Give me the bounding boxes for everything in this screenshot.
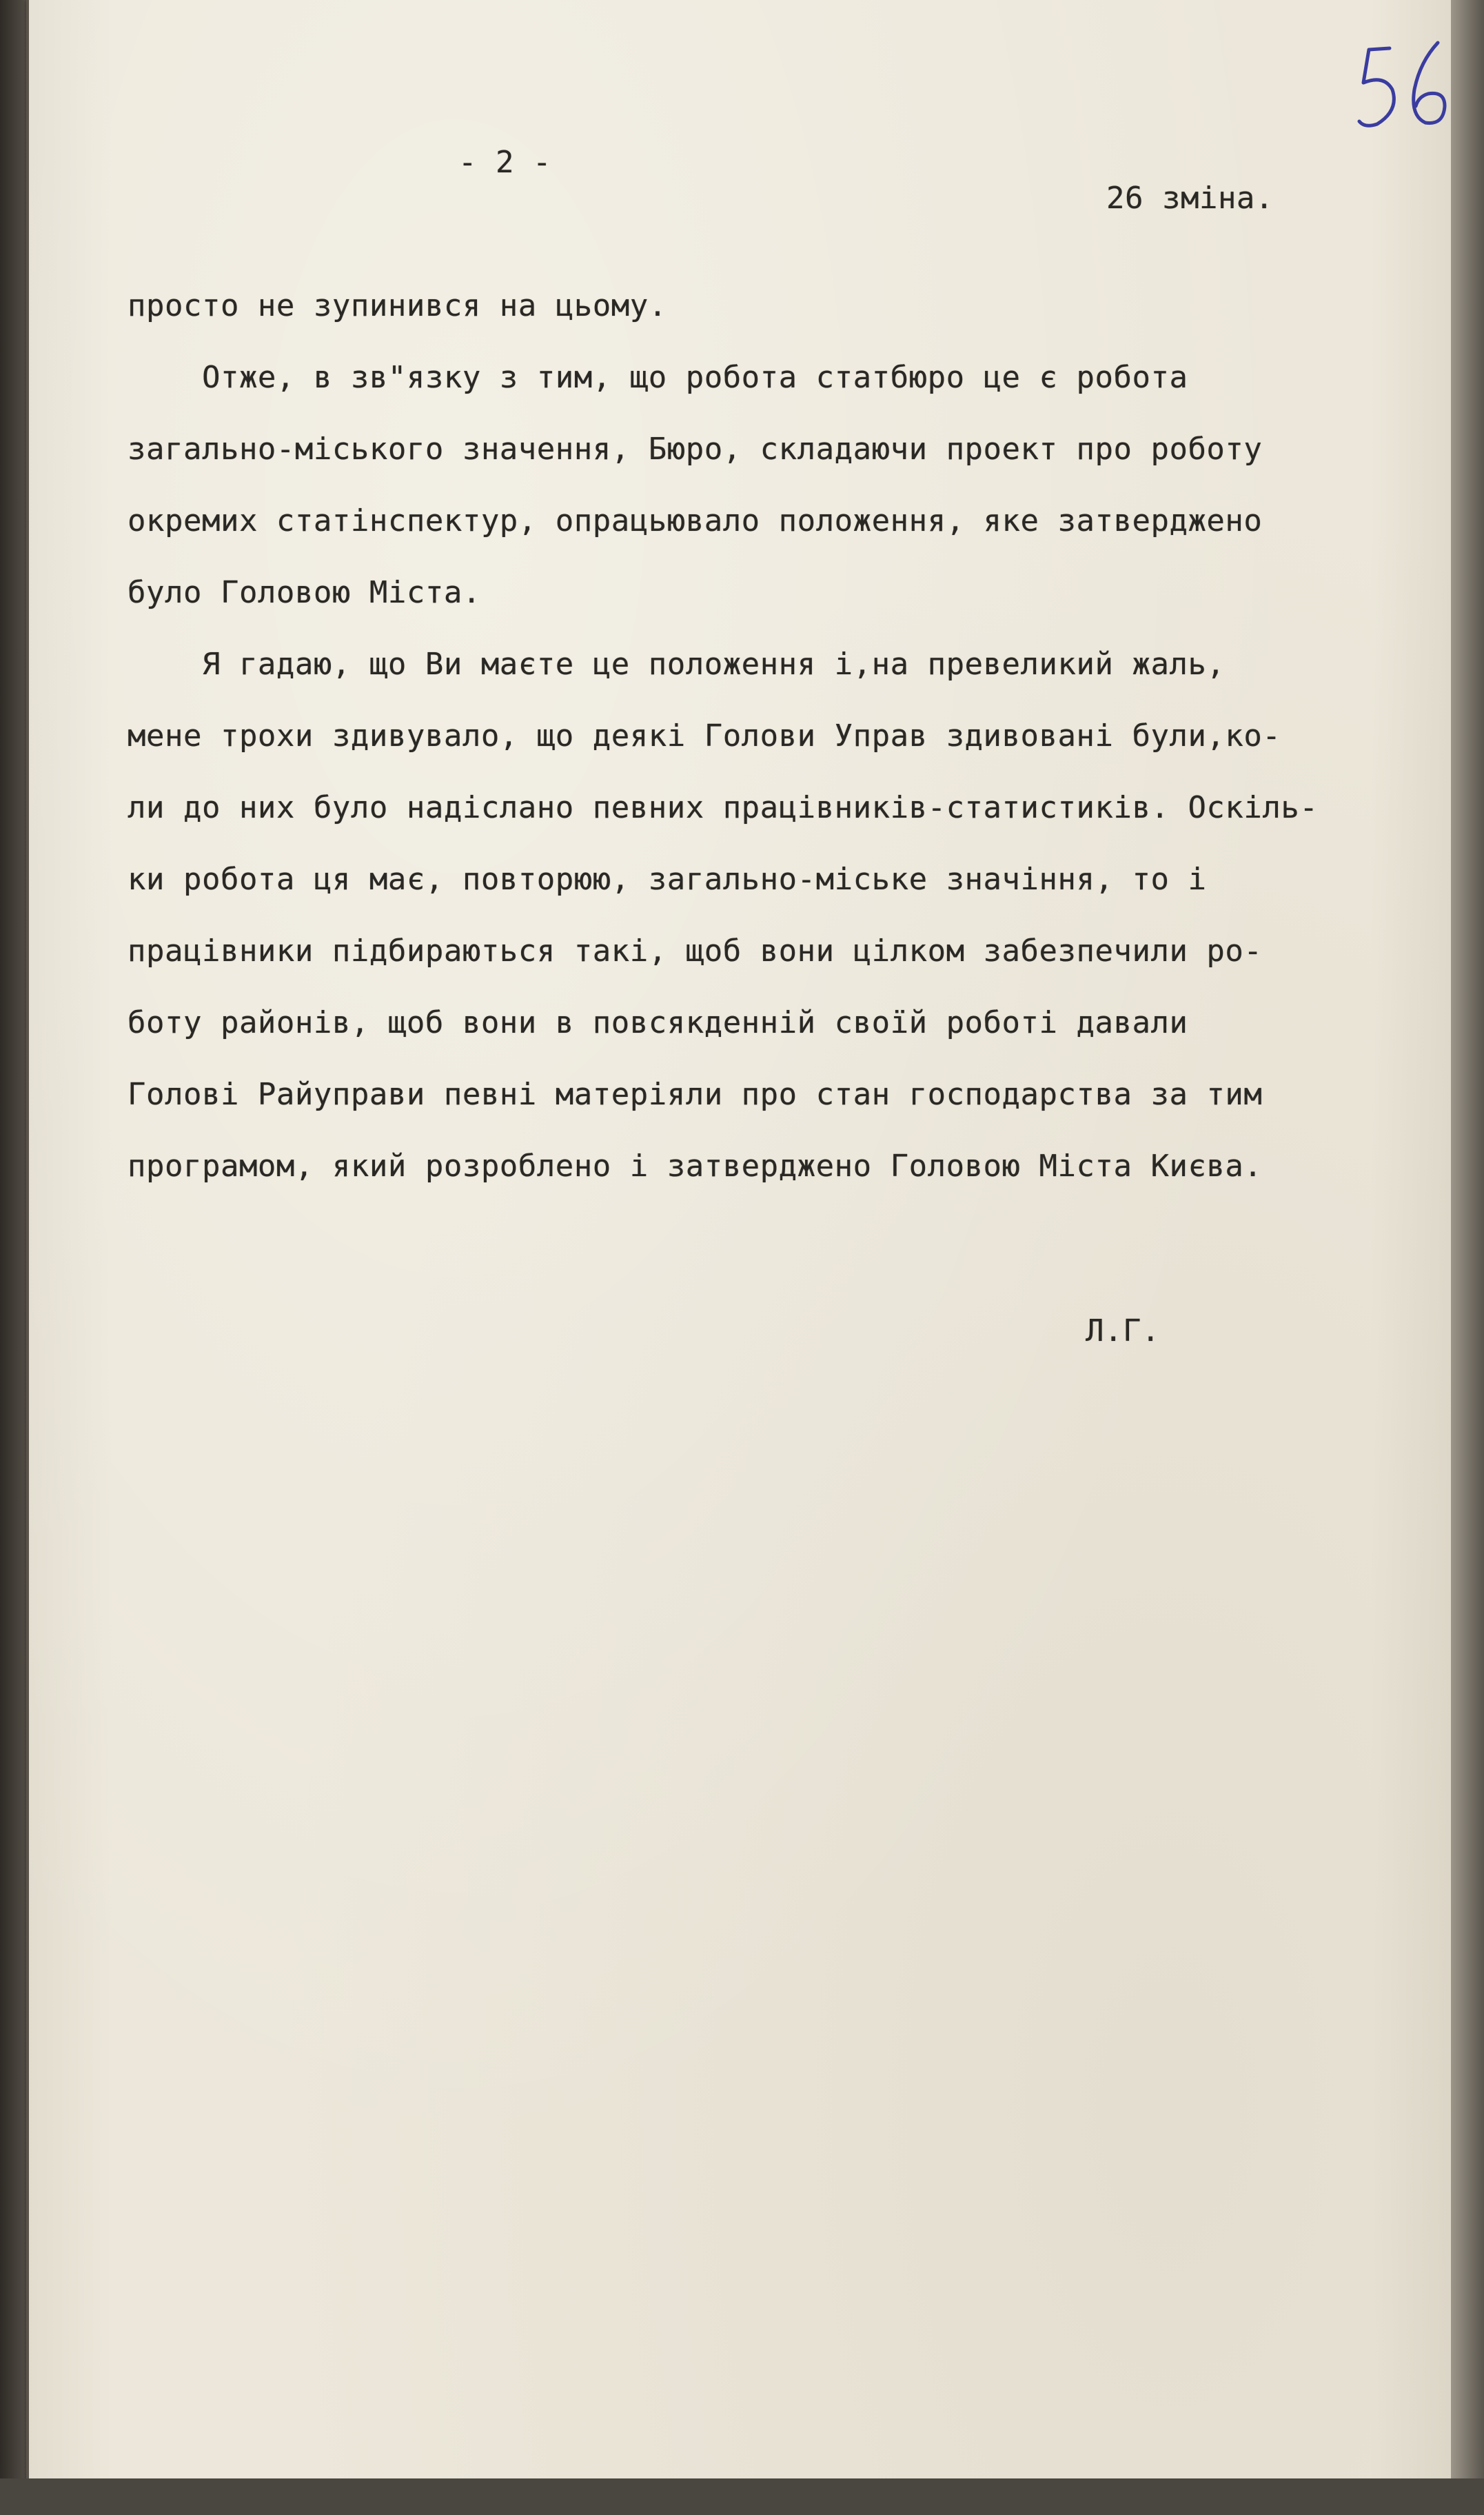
text-line-6: Я гадаю, що Ви маєте це положення і,на превеликий жаль, [128, 647, 1226, 682]
document-date: 26 зміна. [1106, 181, 1274, 216]
text-line-4: окремих статінспектур, опрацьювало положення, яке затверджено [128, 503, 1263, 538]
text-line-11: боту районів, щоб вони в повсякденній своїй роботі давали [128, 1005, 1188, 1040]
scanner-bottom-edge [0, 2478, 1484, 2515]
text-line-1: просто не зупинився на цьому. [128, 288, 667, 323]
archive-folio-number [1356, 34, 1460, 138]
text-line-2: Отже, в зв"язку з тим, що робота статбюро це є робота [128, 360, 1188, 395]
text-line-5: було Головою Міста. [128, 575, 481, 610]
scanner-right-edge [1451, 0, 1484, 2515]
text-line-10: працівники підбираються такі, щоб вони цілком забезпечили ро- [128, 933, 1263, 969]
text-line-7: мене трохи здивувало, що деякі Голови Управ здивовані були,ко- [128, 718, 1281, 754]
text-line-3: загально-міського значення, Бюро, складаючи проект про роботу [128, 432, 1263, 467]
page-spine [26, 0, 29, 2482]
text-line-13: програмом, який розроблено і затверджено Головою Міста Києва. [128, 1149, 1263, 1184]
signature-initials: Л.Г. [1086, 1313, 1160, 1349]
text-line-8: ли до них було надіслано певних працівників-статистиків. Оскіль- [128, 790, 1319, 825]
page-number: - 2 - [458, 145, 551, 180]
text-line-9: ки робота ця має, повторюю, загально-міське значіння, то і [128, 862, 1207, 897]
text-line-12: Голові Райуправи певні матеріяли про стан господарства за тим [128, 1077, 1263, 1112]
